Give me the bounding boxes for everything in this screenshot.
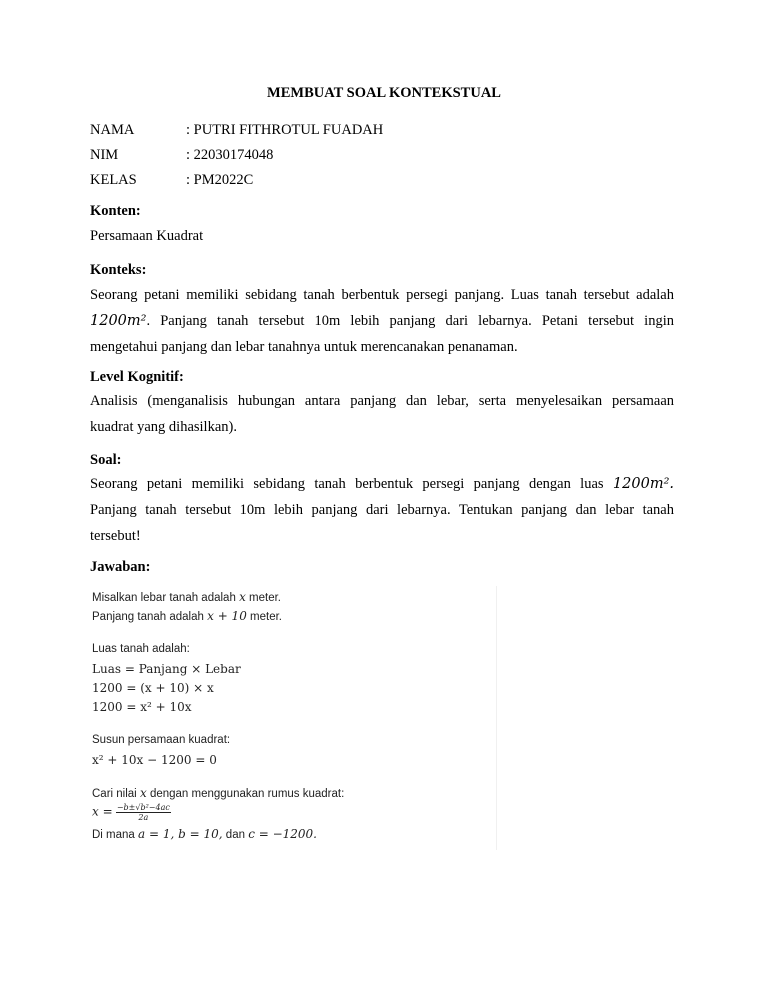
identity-nim-row	[90, 147, 273, 164]
nim-value: : 22030174048	[186, 147, 274, 163]
fraction-denominator: 2a	[138, 813, 149, 822]
quadratic-formula-fraction	[116, 803, 171, 822]
konten-line: Persamaan Kuadrat	[90, 228, 204, 244]
answer-math: 1200 = x² + 10x	[92, 700, 192, 714]
soal-heading: Soal:	[90, 452, 122, 468]
fraction-numerator: −b±√b²−4ac	[116, 803, 170, 812]
konteks-paragraph	[90, 282, 674, 360]
answer-line-7: Susun persamaan kuadrat:	[92, 734, 231, 746]
nama-value: : PUTRI FITHROTUL FUADAH	[186, 122, 384, 138]
konteks-heading: Konteks:	[90, 262, 147, 278]
answer-line-8	[92, 753, 217, 767]
answer-math: x² + 10x − 1200 = 0	[92, 753, 217, 767]
document-title: MEMBUAT SOAL KONTEKSTUAL	[267, 85, 501, 101]
answer-line-11	[92, 827, 317, 841]
answer-math: a = 1, b = 10,	[138, 827, 223, 841]
answer-text: dan	[225, 829, 245, 841]
konteks-line-2	[90, 308, 674, 334]
answer-math: x =	[92, 804, 113, 819]
answer-var: x	[239, 590, 246, 604]
level-line-1: Analisis (menganalisis hubungan antara panjang dan lebar, serta menyelesaikan persamaan	[90, 393, 674, 409]
answer-line-4	[92, 662, 241, 676]
konten-heading: Konten:	[90, 203, 141, 219]
answer-line-10	[92, 803, 171, 822]
answer-line-5	[92, 681, 214, 695]
answer-line-2	[92, 609, 282, 623]
level-paragraph	[90, 388, 674, 440]
nim-label: NIM	[90, 147, 119, 163]
konten-text	[90, 223, 674, 249]
answer-math: x + 10	[207, 609, 247, 623]
kelas-label: KELAS	[90, 172, 137, 188]
answer-text: Di mana	[92, 829, 135, 841]
answer-text: meter.	[250, 611, 283, 623]
konteks-math: 1200m²	[90, 313, 147, 329]
answer-text: dengan menggunakan rumus kuadrat:	[149, 788, 345, 800]
answer-math: 1200 = (x + 10) × x	[92, 681, 214, 695]
soal-line-1	[90, 471, 674, 497]
jawaban-heading: Jawaban:	[90, 559, 151, 575]
konteks-line-3: mengetahui panjang dan lebar tanahnya untuk merencanakan penanaman.	[90, 339, 518, 355]
answer-math: Luas = Panjang × Lebar	[92, 662, 241, 676]
answer-text: Panjang tanah adalah	[92, 611, 204, 623]
answer-line-9	[92, 786, 344, 800]
soal-line-1-text: Seorang petani memiliki sebidang tanah berbentuk persegi panjang dengan luas	[90, 476, 604, 492]
answer-var: x	[139, 786, 147, 800]
identity-kelas-row	[90, 172, 253, 189]
level-heading: Level Kognitif:	[90, 369, 184, 385]
answer-text: meter.	[249, 592, 282, 604]
level-line-2: kuadrat yang dihasilkan).	[90, 419, 237, 435]
jawaban-image	[90, 586, 497, 850]
kelas-value: : PM2022C	[186, 172, 254, 188]
konteks-line-1: Seorang petani memiliki sebidang tanah berbentuk persegi panjang. Luas tanah tersebut adalah	[90, 287, 674, 303]
answer-line-3: Luas tanah adalah:	[92, 643, 190, 655]
answer-text: Misalkan lebar tanah adalah	[92, 592, 236, 604]
answer-math: c = −1200.	[248, 827, 317, 841]
answer-line-6	[92, 700, 192, 714]
konteks-line-2-text: . Panjang tanah tersebut 10m lebih panjang dari lebarnya. Petani tersebut ingin	[146, 313, 674, 329]
soal-paragraph	[90, 471, 674, 549]
nama-label: NAMA	[90, 122, 135, 138]
answer-line-1	[92, 590, 281, 604]
soal-line-2: Panjang tanah tersebut 10m lebih panjang dari lebarnya. Tentukan panjang dan lebar tanah	[90, 502, 674, 518]
identity-nama-row	[90, 122, 383, 139]
answer-text: Cari nilai	[92, 788, 137, 800]
soal-math: 1200m².	[612, 476, 674, 492]
soal-line-3: tersebut!	[90, 528, 141, 544]
